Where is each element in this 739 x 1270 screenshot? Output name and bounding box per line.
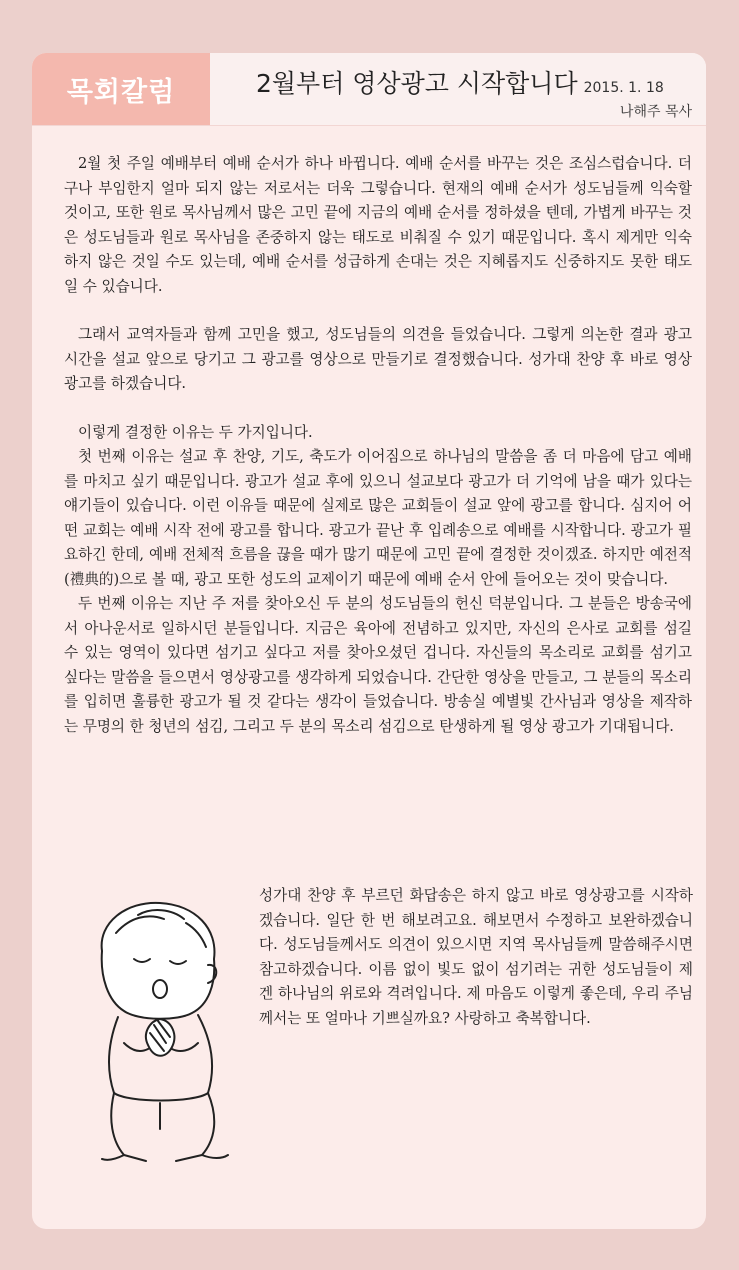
- paragraph: 이렇게 결정한 이유는 두 가지입니다.: [78, 423, 313, 441]
- date: 2015. 1. 18: [583, 80, 664, 96]
- paragraph: 두 번째 이유는 지난 주 저를 찾아오신 두 분의 성도님들의 헌신 덕분입니다. 그 분들은 방송국에서 아나운서로 일하시던 분들입니다. 지금은 육아에 전념하고 있지만, 자신의 은사로 교회를 섬길 수 있는 영역이 있다면 섬기고 싶다고 저를 찾아오셨던 겁니다. 자신들의 목소리로 교회를 섬기고 싶다는 말씀을 들으면서 영상광고를 생각하게 되었습니다. 간단한 영상을 만들고, 그 분들의 목소리를 입히면 훌륭한 광고가 될 것 같다는 생각이 들었습니다. 방송실 예별빛 간사님과 영상을 제작하는 무명의 한 청년의 섬김, 그리고 두 분의 목소리 섬김으로 탄생하게 될 영상 광고가 기대됩니다.: [64, 595, 692, 735]
- paragraph: 2월 첫 주일 예배부터 예배 순서가 하나 바뀝니다. 예배 순서를 바꾸는 것은 조심스럽습니다. 더구나 부임한지 얼마 되지 않는 저로서는 더욱 그렇습니다. 현재의 예배 순서가 성도님들께 익숙할 것이고, 또한 원로 목사님께서 많은 고민 끝에 지금의 예배 순서를 정하셨을 텐데, 가볍게 바꾸는 것은 성도님들과 원로 목사님을 존중하지 않는 태도로 비춰질 수 있기 때문입니다. 혹시 제게만 익숙하지 않은 것일 수도 있는데, 예배 순서를 성급하게 손대는 것은 지혜롭지도 신중하지도 못한 태도일 수 있습니다.: [64, 155, 692, 295]
- article-body: [64, 152, 692, 739]
- paragraph: 그래서 교역자들과 함께 고민을 했고, 성도님들의 의견을 들었습니다. 그렇게 의논한 결과 광고 시간을 설교 앞으로 당기고 그 광고를 영상으로 만들기로 결정했습니다. 성가대 찬양 후 바로 영상광고를 하겠습니다.: [64, 326, 692, 392]
- praying-person-illustration: [68, 893, 258, 1173]
- title-text: 2월부터 영상광고 시작합니다: [256, 69, 578, 98]
- article-title: [256, 64, 664, 100]
- author: 나해주 목사: [619, 104, 692, 120]
- column-card: [32, 53, 706, 1229]
- paragraph: 첫 번째 이유는 설교 후 찬양, 기도, 축도가 이어짐으로 하나님의 말씀을 좀 더 마음에 담고 예배를 마치고 싶기 때문입니다. 광고가 설교 후에 있으니 설교보다 광고가 더 기억에 남을 때가 있다는 얘기들이 있습니다. 이런 이유들 때문에 실제로 많은 교회들이 설교 앞에 광고를 합니다. 심지어 어떤 교회는 예배 시작 전에 광고를 합니다. 광고가 끝난 후 입례송으로 예배를 시작합니다. 광고가 필요하긴 한데, 예배 전체적 흐름을 끊을 때가 많기 때문에 고민 끝에 결정한 것이겠죠. 하지만 예전적(禮典的)으로 볼 때, 광고 또한 성도의 교제이기 때문에 예배 순서 안에 들어오는 것이 맞습니다.: [64, 448, 692, 588]
- column-tag: 목회칼럼: [32, 53, 210, 125]
- closing-paragraph: [259, 884, 693, 1031]
- closing-text: 성가대 찬양 후 부르던 화답송은 하지 않고 바로 영상광고를 시작하겠습니다. 일단 한 번 해보려고요. 해보면서 수정하고 보완하겠습니다. 성도님들께서도 의견이 있으시면 지역 목사님들께 말씀해주시면 참고하겠습니다. 이름 없이 빛도 없이 섬기려는 귀한 성도님들이 제겐 하나님의 위로와 격려입니다. 제 마음도 이렇게 좋은데, 우리 주님께서는 또 얼마나 기쁘실까요? 사랑하고 축복합니다.: [259, 887, 693, 1027]
- header: [32, 53, 706, 126]
